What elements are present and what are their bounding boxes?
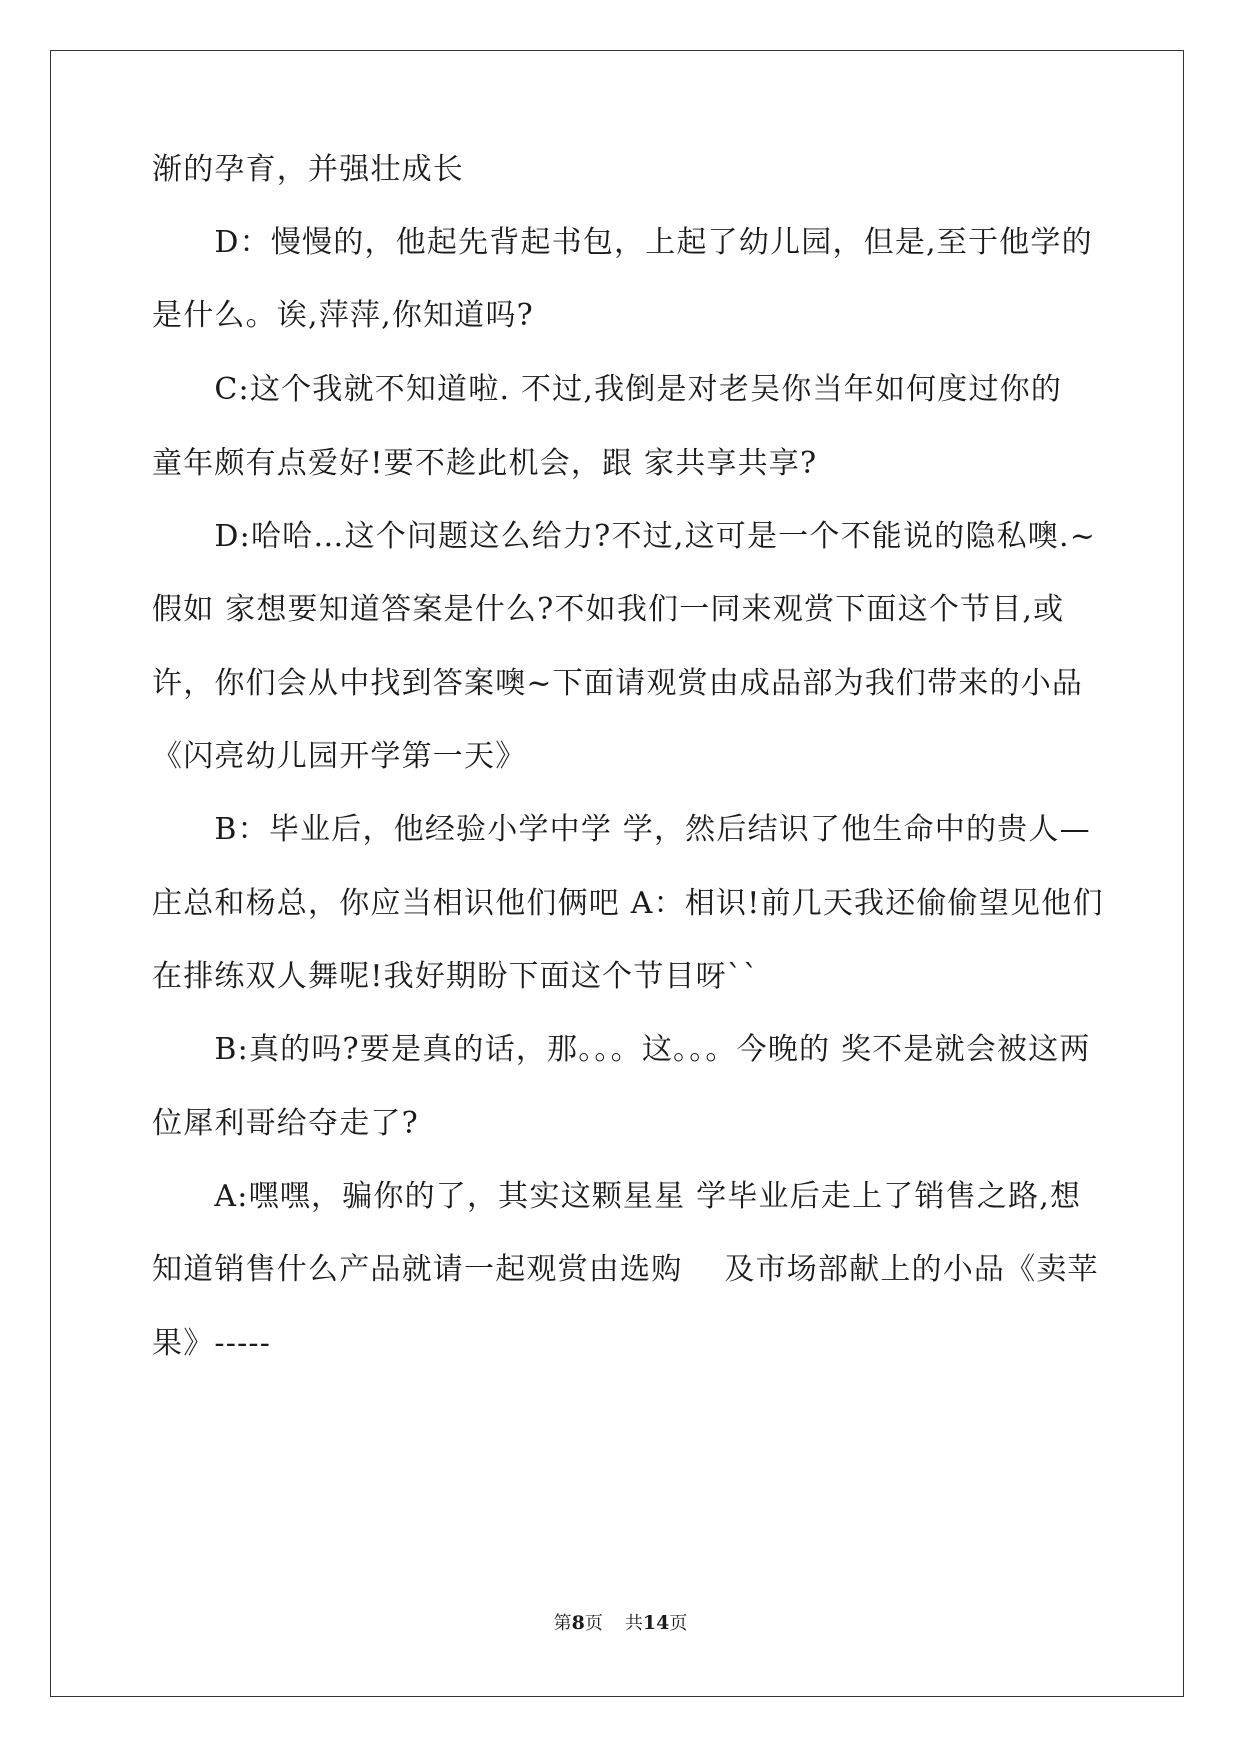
text-line: 《闪亮幼儿园开学第一天》 — [152, 739, 527, 774]
text-line: A:嘿嘿，骗你的了，其实这颗星星 学毕业后走上了销售之路,想 — [152, 1179, 1082, 1214]
text-line: 果》----- — [152, 1326, 272, 1361]
text-line: 知道销售什么产品就请一起观赏由选购 及市场部献上的小品《卖苹 — [152, 1252, 1099, 1287]
page-footer — [0, 1611, 1241, 1636]
text-line: D：慢慢的，他起先背起书包，上起了幼儿园，但是,至于他学的 — [152, 225, 1093, 260]
text-line: 庄总和杨总，你应当相识他们俩吧 A：相识!前几天我还偷偷望见他们 — [152, 886, 1104, 921]
text-line: 是什么。诶,萍萍,你知道吗? — [152, 298, 534, 333]
current-page-number: 8 — [571, 1612, 585, 1634]
footer-page-label: 页 — [584, 1613, 603, 1634]
text-line: 许，你们会从中找到答案噢~下面请观赏由成品部为我们带来的小品 — [152, 666, 1084, 701]
text-line: C:这个我就不知道啦. 不过,我倒是对老吴你当年如何度过你的 — [152, 372, 1063, 407]
text-line: 在排练双人舞呢!我好期盼下面这个节目呀`` — [152, 959, 760, 994]
text-line: B：毕业后，他经验小学中学 学，然后结识了他生命中的贵人— — [152, 812, 1091, 847]
text-line: 假如 家想要知道答案是什么?不如我们一同来观赏下面这个节目,或 — [152, 592, 1065, 627]
text-line: B:真的吗?要是真的话，那。。。这。。。今晚的 奖不是就会被这两 — [152, 1032, 1091, 1067]
text-line: 位犀利哥给夺走了? — [152, 1106, 419, 1141]
footer-prefix: 第 — [553, 1613, 572, 1634]
text-line: 渐的孕育，并强壮成长 — [152, 152, 464, 187]
footer-total-label: 页 — [669, 1613, 688, 1634]
footer-total-prefix: 共 — [624, 1613, 643, 1634]
text-line: D:哈哈…这个问题这么给力?不过,这可是一个不能说的隐私噢.~ — [152, 519, 1097, 554]
text-line: 童年颇有点爱好!要不趁此机会，跟 家共享共享? — [152, 446, 818, 481]
total-pages-number: 14 — [642, 1612, 670, 1634]
